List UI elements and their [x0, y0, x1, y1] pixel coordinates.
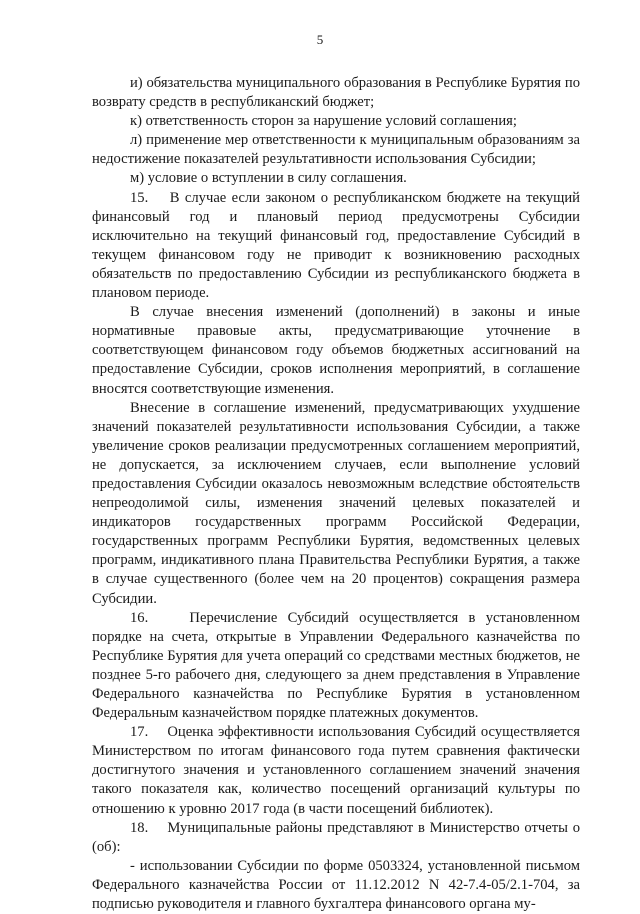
paragraph-item-l: л) применение мер ответственности к муниципальным образованиям за недостижение показателей результативности использования Субсидии;	[92, 132, 580, 168]
paragraph-section-16: 16. Перечисление Субсидий осуществляется в установленном порядке на счета, открытые в Управлении Федерального казначейства по Республике Бурятия для учета операций со средствами местных бюджетов, не позднее 5-го рабочего дня, следующего за днем представления в Управление Федерального казначейства по Республике Бурятия в установленном Федеральным казначейством порядке платежных документов.	[92, 609, 580, 722]
paragraph-item-k: к) ответственность сторон за нарушение условий соглашения;	[130, 113, 517, 130]
paragraph-section-17: 17. Оценка эффективности использования Субсидий осуществляется Министерством по итогам финансового года путем сравнения фактически достигнутого значения и установленного соглашением значений значения такого показателя как, количество посещений организаций культуры по отношению к уровню 2017 года (в части посещений библиотек).	[92, 724, 580, 817]
paragraph-section-15: 15. В случае если законом о республиканском бюджете на текущий финансовый год и плановый период предусмотрены Субсидии исключительно на текущий финансовый год, предоставление Субсидий в текущем финансовом году не приводит к возникновению расходных обязательств по предоставлению Субсидии из республиканского бюджета в плановом периоде.	[92, 189, 580, 302]
paragraph-amendments: В случае внесения изменений (дополнений) в законы и иные нормативные правовые акты, предусматривающие уточнение в соответствующем финансовом году объемов бюджетных ассигнований на предоставление Субсидии, сроков исполнения мероприятий, в соглашение вносятся соответствующие изменения.	[92, 304, 580, 397]
paragraph-report-form: - использовании Субсидии по форме 0503324, установленной письмом Федерального казначейства России от 11.12.2012 N 42-7.4-05/2.1-704, за подписью руководителя и главного бухгалтера финансового органа му-	[92, 857, 580, 913]
paragraph-section-18: 18. Муниципальные районы представляют в Министерство отчеты о (об):	[92, 819, 580, 855]
document-body	[92, 74, 580, 914]
paragraph-item-m: м) условие о вступлении в силу соглашения.	[130, 170, 407, 187]
page-number: 5	[316, 32, 324, 47]
paragraph-agreement-changes: Внесение в соглашение изменений, предусматривающих ухудшение значений показателей результативности использования Субсидии, а также увеличение сроков реализации предусмотренных соглашением мероприятий, не допускается, за исключением случаев, если выполнение условий предоставления Субсидии оказалось невозможным вследствие обстоятельств непреодолимой силы, изменения значений целевых показателей и индикаторов государственных программ Российской Федерации, государственных программ Республики Бурятия, ведомственных целевых программ, индикативного плана Правительства Республики Бурятия, а также в случае существенного (более чем на 20 процентов) сокращения размера Субсидии.	[92, 399, 580, 607]
paragraph-item-i: и) обязательства муниципального образования в Республике Бурятия по возврату средств в республиканский бюджет;	[92, 75, 580, 111]
